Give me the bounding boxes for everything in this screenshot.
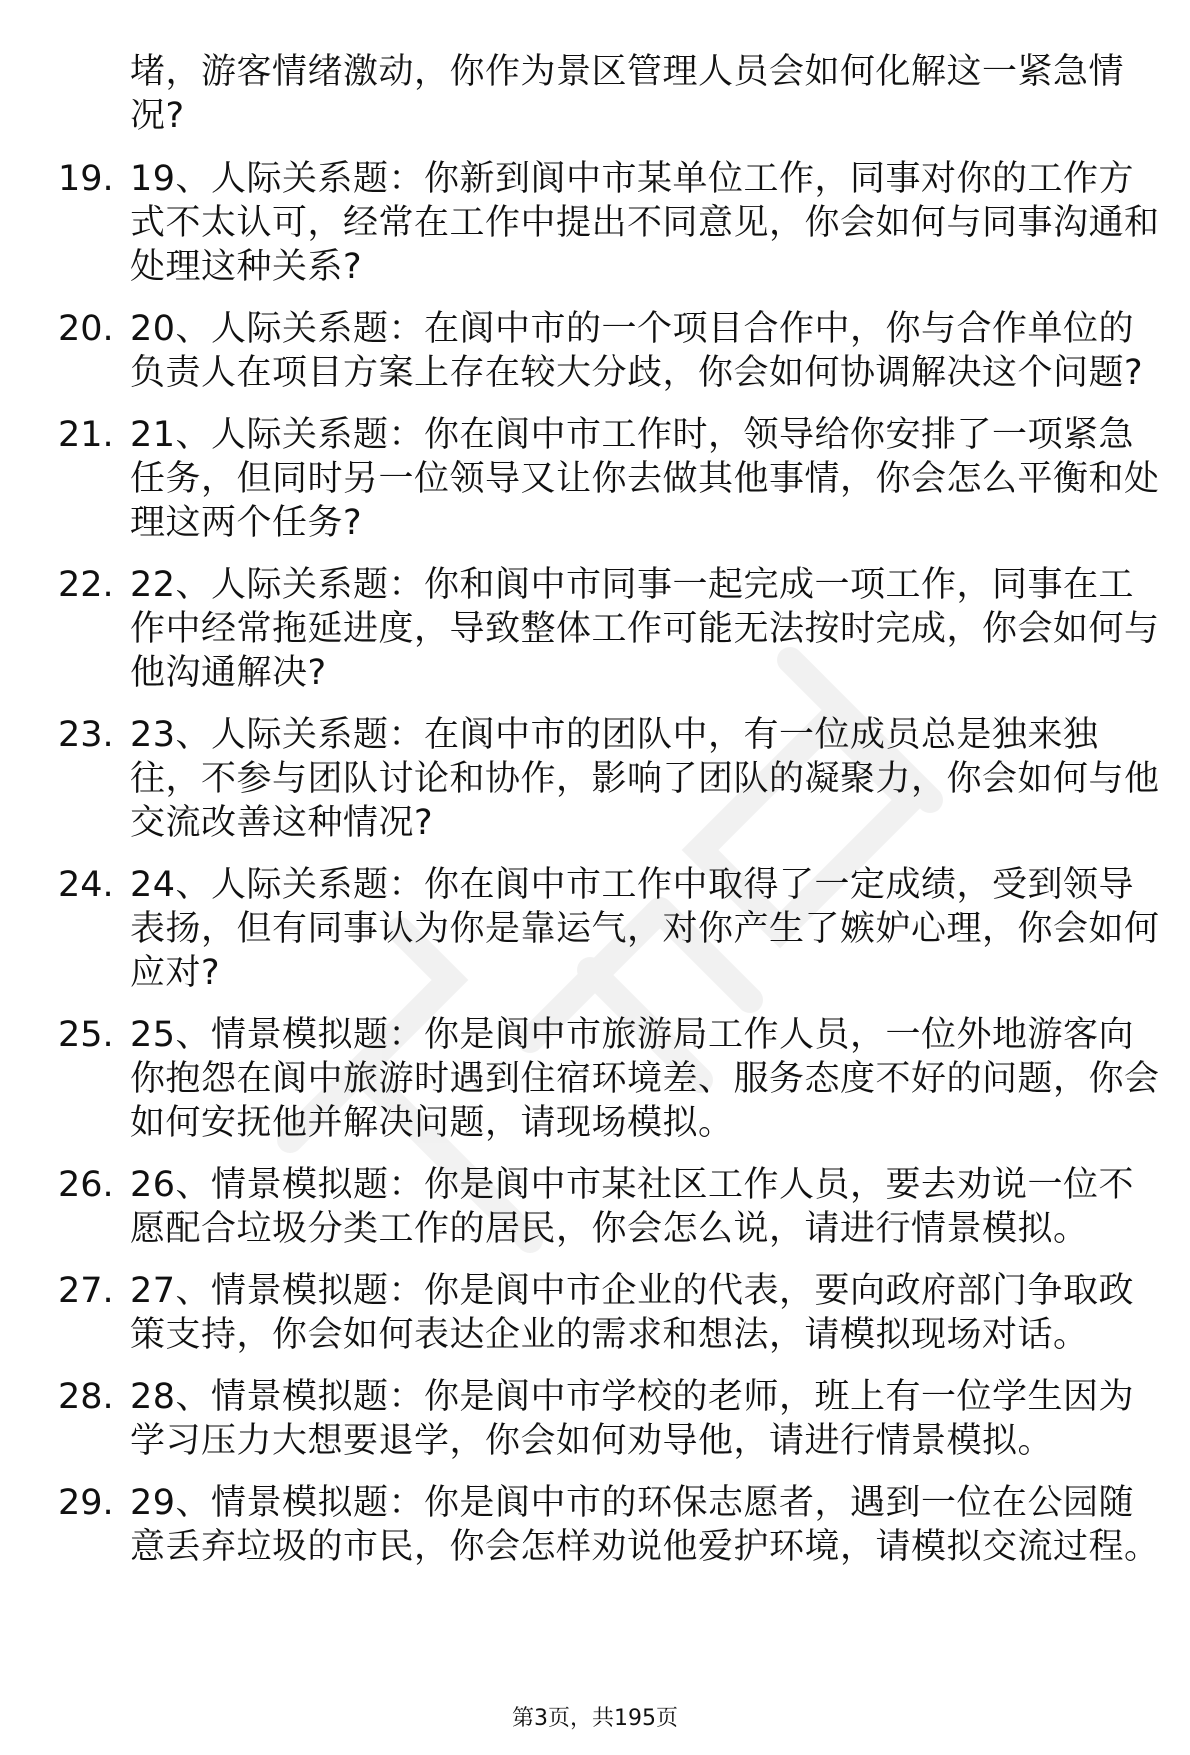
- question-number: 21.: [58, 415, 114, 455]
- question-item: [0, 713, 1190, 845]
- question-number: 22.: [58, 565, 114, 605]
- question-text: 23、人际关系题：在阆中市的团队中，有一位成员总是独来独往，不参与团队讨论和协作，影响了团队的凝聚力，你会如何与他交流改善这种情况?: [130, 715, 1160, 843]
- question-item: [0, 1375, 1190, 1463]
- question-number: 26.: [58, 1165, 114, 1205]
- question-number: 27.: [58, 1271, 114, 1311]
- question-number: 19.: [58, 159, 114, 199]
- question-list: [0, 157, 1190, 1587]
- question-text: 19、人际关系题：你新到阆中市某单位工作，同事对你的工作方式不太认可，经常在工作中提出不同意见，你会如何与同事沟通和处理这种关系?: [130, 159, 1160, 287]
- question-text: 25、情景模拟题：你是阆中市旅游局工作人员，一位外地游客向你抱怨在阆中旅游时遇到住宿环境差、服务态度不好的问题，你会如何安抚他并解决问题，请现场模拟。: [130, 1015, 1160, 1143]
- question-item: [0, 863, 1190, 995]
- question-number: 25.: [58, 1015, 114, 1055]
- question-text: 26、情景模拟题：你是阆中市某社区工作人员，要去劝说一位不愿配合垃圾分类工作的居民，你会怎么说，请进行情景模拟。: [130, 1165, 1135, 1249]
- question-number: 29.: [58, 1483, 114, 1523]
- question-item: [0, 563, 1190, 695]
- question-item: [0, 1013, 1190, 1145]
- question-item: [0, 307, 1190, 395]
- page-footer: 第3页，共195页: [512, 1706, 678, 1731]
- question-text: 24、人际关系题：你在阆中市工作中取得了一定成绩，受到领导表扬，但有同事认为你是靠运气，对你产生了嫉妒心理，你会如何应对?: [130, 865, 1160, 993]
- question-item: [0, 1481, 1190, 1569]
- question-number: 23.: [58, 715, 114, 755]
- continued-question-text: 堵，游客情绪激动，你作为景区管理人员会如何化解这一紧急情况?: [130, 52, 1125, 136]
- question-item: [0, 413, 1190, 545]
- question-number: 24.: [58, 865, 114, 905]
- question-text: 28、情景模拟题：你是阆中市学校的老师，班上有一位学生因为学习压力大想要退学，你会如何劝导他，请进行情景模拟。: [130, 1377, 1135, 1461]
- question-item: [0, 1163, 1190, 1251]
- question-text: 29、情景模拟题：你是阆中市的环保志愿者，遇到一位在公园随意丢弃垃圾的市民，你会怎样劝说他爱护环境，请模拟交流过程。: [130, 1483, 1160, 1567]
- question-item: [0, 1269, 1190, 1357]
- question-text: 27、情景模拟题：你是阆中市企业的代表，要向政府部门争取政策支持，你会如何表达企业的需求和想法，请模拟现场对话。: [130, 1271, 1135, 1355]
- question-number: 28.: [58, 1377, 114, 1417]
- question-text: 20、人际关系题：在阆中市的一个项目合作中，你与合作单位的负责人在项目方案上存在较大分歧，你会如何协调解决这个问题?: [130, 309, 1144, 393]
- question-text: 21、人际关系题：你在阆中市工作时，领导给你安排了一项紧急任务，但同时另一位领导又让你去做其他事情，你会怎么平衡和处理这两个任务?: [130, 415, 1160, 543]
- question-number: 20.: [58, 309, 114, 349]
- question-item: [0, 157, 1190, 289]
- question-text: 22、人际关系题：你和阆中市同事一起完成一项工作，同事在工作中经常拖延进度，导致整体工作可能无法按时完成，你会如何与他沟通解决?: [130, 565, 1160, 693]
